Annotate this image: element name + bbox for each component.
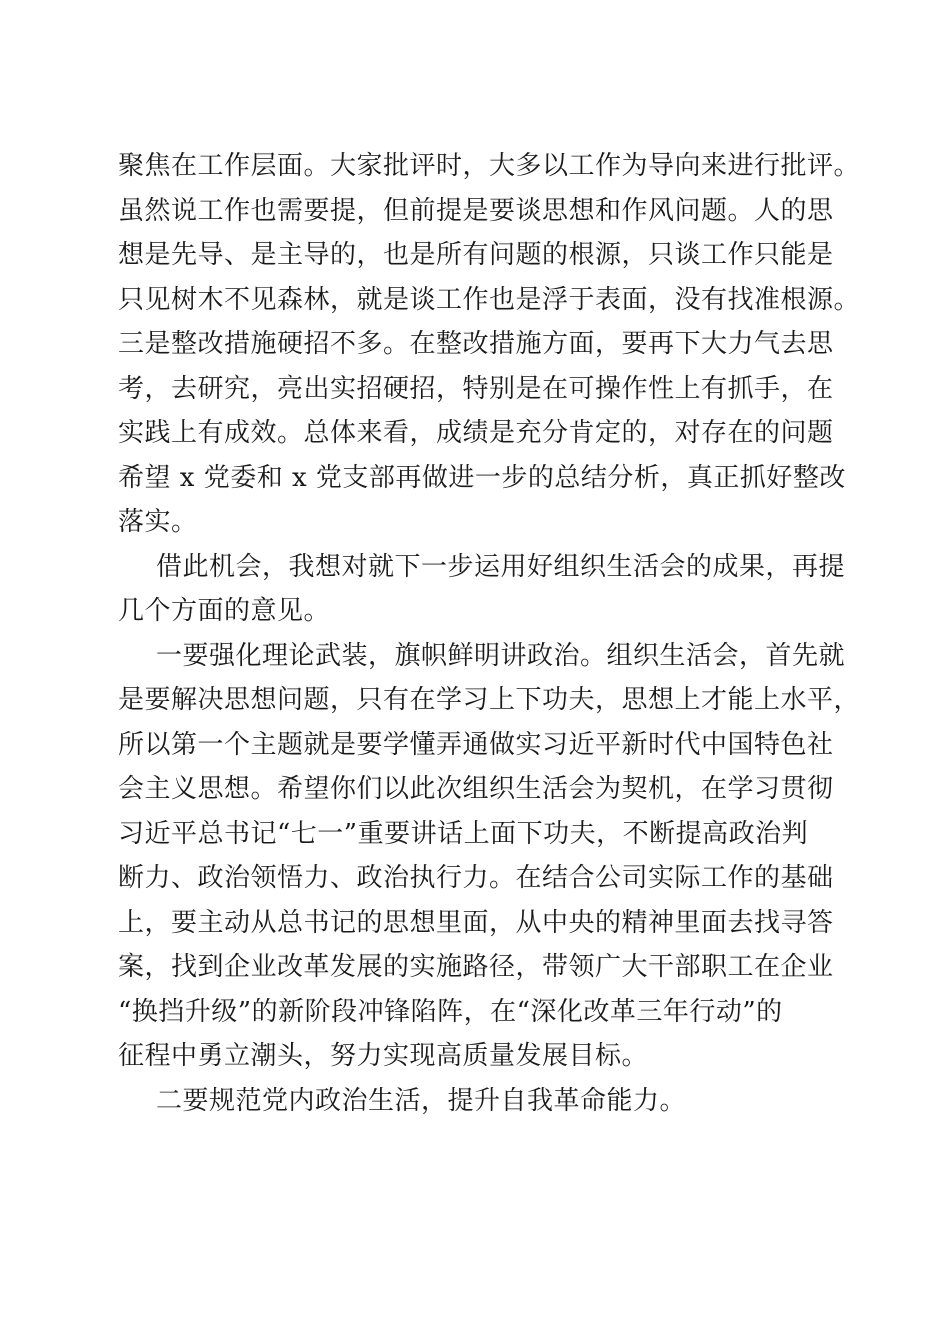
- text-line: 实践上有成效。总体来看，成绩是充分肯定的，对存在的问题: [118, 418, 834, 448]
- text-line: 希望 x 党委和 x 党支部再做进一步的总结分析，真正抓好整改: [118, 462, 846, 493]
- text-line: 几个方面的意见。: [118, 596, 331, 626]
- text-line: 三是整改措施硬招不多。在整改措施方面，要再下大力气去思: [118, 329, 834, 359]
- text-line: 落实。: [118, 507, 198, 537]
- text-line: 一要强化理论武装，旗帜鲜明讲政治。组织生活会，首先就: [156, 640, 846, 671]
- text-line: 借此机会，我想对就下一步运用好组织生活会的成果，再提: [156, 551, 846, 582]
- text-line: 聚焦在工作层面。大家批评时，大多以工作为导向来进行批评。: [118, 151, 861, 181]
- text-line: 断力、政治领悟力、政治执行力。在结合公司实际工作的基础: [118, 863, 834, 893]
- text-line: 是要解决思想问题，只有在学习上下功夫，思想上才能上水平，: [118, 685, 861, 715]
- text-line: 考，去研究，亮出实招硬招，特别是在可操作性上有抓手，在: [118, 373, 834, 404]
- paragraph-point-one: [118, 634, 861, 1079]
- text-line: 只见树木不见森林，就是谈工作也是浮于表面，没有找准根源。: [118, 284, 861, 315]
- text-line: 二要规范党内政治生活，提升自我革命能力。: [156, 1085, 687, 1116]
- text-line: 虽然说工作也需要提，但前提是要谈思想和作风问题。人的思: [118, 195, 834, 226]
- text-line: 所以第一个主题就是要学懂弄通做实习近平新时代中国特色社: [118, 729, 834, 760]
- paragraph-point-two: [118, 1079, 830, 1124]
- text-line: 征程中勇立潮头，努力实现高质量发展目标。: [118, 1041, 649, 1071]
- text-line: 习近平总书记“七一”重要讲话上面下功夫，不断提高政治判: [118, 818, 809, 849]
- text-line: 案，找到企业改革发展的实施路径，带领广大干部职工在企业: [118, 952, 834, 982]
- paragraph-opportunity: [118, 545, 846, 634]
- paragraph-criticism-focus: [118, 144, 861, 545]
- document-body: [118, 144, 861, 1123]
- text-line: “换挡升级”的新阶段冲锋陷阵，在“深化改革三年行动”的: [118, 996, 783, 1027]
- text-line: 想是先导、是主导的，也是所有问题的根源，只谈工作只能是: [118, 240, 834, 270]
- text-line: 会主义思想。希望你们以此次组织生活会为契机，在学习贯彻: [118, 774, 834, 804]
- text-line: 上，要主动从总书记的思想里面，从中央的精神里面去找寻答: [118, 907, 834, 938]
